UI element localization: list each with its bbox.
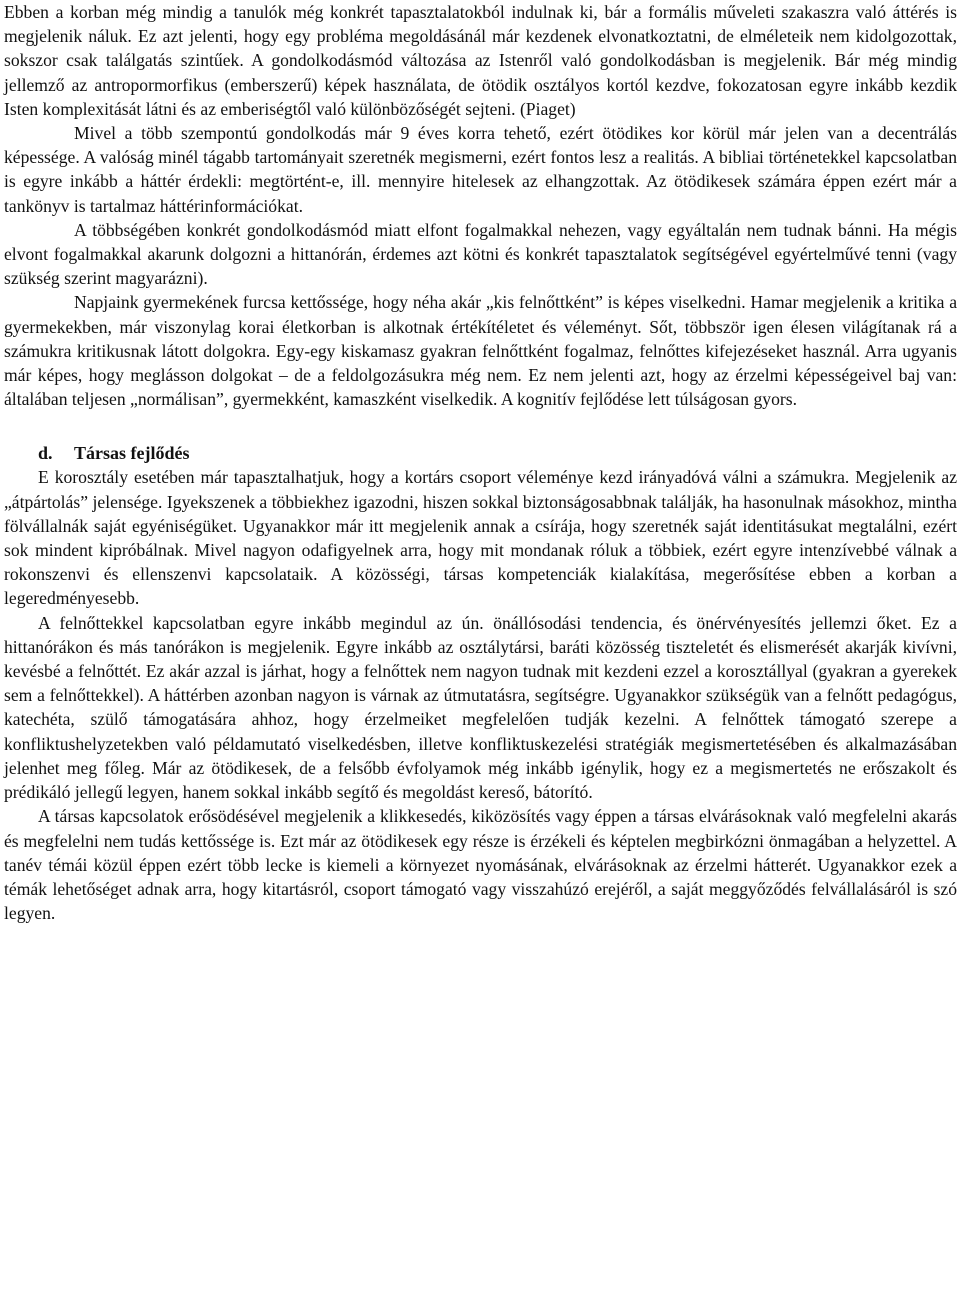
paragraph-duality: Napjaink gyermekének furcsa kettőssége, hogy néha akár „kis felnőttként” is képes viselkedni. Hamar megjelenik a kritika a gyermekekben, már viszonylag korai életkorban is alkotnak értékítéletet és véleményt. Sőt, többször igen élesen világítanak rá a számukra kritikusnak látott dolgokra. Egy-egy kiskamasz gyakran felnőttként fogalmaz, felnőttes kifejezéseket használ. Arra ugyanis már képes, hogy meglásson dolgokat – de a feldolgozásukra még nem. Ez nem jelenti azt, hogy az érzelmi képességeivel baj van: általában teljesen „normálisan”, gyermekként, kamaszként viselkedik. A kognitív fejlődése lett túlságosan gyors. <box>4 292 957 410</box>
paragraph-intro: Ebben a korban még mindig a tanulók még konkrét tapasztalatokból indulnak ki, bár a formális műveleti szakaszra való áttérés is megjelenik náluk. Ez azt jelenti, hogy egy probléma megoldásánál már kezdenek elvonatkoztatni, de elméleteik nem kidolgozottak, sokszor csak találgatás szintűek. A gondolkodásmód változása az Istenről való gondolkodásban is megjelenik. Bár még mindig jellemző az antropormorfikus (emberszerű) képek használata, de ötödik osztályos kortól kezdve, fokozatosan egyre inkább kezdik Isten komplexitását látni és az emberiségtől való különbözőségét sejteni. (Piaget) <box>4 2 957 119</box>
paragraph-cliques: A társas kapcsolatok erősödésével megjelenik a klikkesedés, kiközösítés vagy éppen a társas elvárásoknak való megfelelni akarás és megfelelni nem tudás kettőssége is. Ezt már az ötödikesek egy része is érzékeli és képtelen megbirkózni önmagában a helyzettel. A tanév témái közül éppen ezért több lecke is kiemeli a környezet nyomásának, elvárásoknak az érzelmi hátterét. Ugyanakkor ezek a témák lehetőséget adnak arra, hogy kitartásról, csoport támogató vagy visszahúzó erejéről, a saját meggyőződés felvállalásáról is szó legyen. <box>4 806 957 924</box>
paragraph-adults: A felnőttekkel kapcsolatban egyre inkább megindul az ún. önállósodási tendencia, és önérvényesítés jellemzi őket. Ez a hittanórákon és más tanórákon is megjelenik. Egyre inkább az osztálytársi, baráti közösség tiszteletét és elismerését akarják kivívni, kevésbé a felnőttét. Ez akár azzal is járhat, hogy a felnőttek nem nagyon tudnak mit kezdeni ezzel a korosztállyal (gyakran a gyerekek sem a felnőttekkel). A háttérben azonban nagyon is várnak az útmutatásra, segítségre. Ugyanakkor szükségük van a felnőtt pedagógus, katechéta, szülő támogatására ahhoz, hogy érzelmeiket megfelelően tudják kezelni. A felnőttek támogató szerepe a konfliktushelyzetekben való példamutató viselkedésben, illetve konfliktuskezelési stratégiák megismertetésében és alkalmazásában jelenhet meg főleg. Már az ötödikesek, de a felsőbb évfolyamok még inkább igénylik, hogy ez a megismertetés ne erőszakolt és prédikáló jellegű legyen, hanem sokkal inkább segítő és megoldást kereső, bátorító. <box>4 612 957 803</box>
document-page <box>4 0 957 925</box>
section-title: Társas fejlődés <box>74 443 190 464</box>
paragraph-abstract-concepts: A többségében konkrét gondolkodásmód miatt elfont fogalmakkal nehezen, vagy egyáltalán nem tudnak bánni. Ha mégis elvont fogalmakkal akarunk dolgozni a hittanórán, érdemes azt kötni és konkrét tapasztalatok segítségével egyértelművé tenni (vagy szükség szerint magyarázni). <box>4 219 957 289</box>
section-heading <box>4 441 957 465</box>
paragraph-decentralization: Mivel a több szempontú gondolkodás már 9 éves korra tehető, ezért ötödikes kor körül már jelen van a decentrálás képessége. A valóság minél tágabb tartományait szeretnék megismerni, ezért fontos lesz a realitás. A bibliai történetekkel kapcsolatban is egyre inkább a háttér érdekli: megtörtént-e, ill. mennyire hitelesek az elhangzottak. Az ötödikesek számára éppen ezért már a tankönyv is tartalmaz háttérinformációkat. <box>4 123 957 216</box>
paragraph-peer-group: E korosztály esetében már tapasztalhatjuk, hogy a kortárs csoport véleménye kezd irányadóvá válni a számukra. Megjelenik az „átpártolás” jelensége. Igyekszenek a többiekhez igazodni, hiszen sokkal biztonságosabbnak találják, ha hasonulnak másokhoz, mintha fölvállalnák saját egyéniségüket. Ugyanakkor már itt megjelenik annak a csírája, hogy szeretnék saját identitásukat megtalálni, ezért sok mindent kipróbálnak. Mivel nagyon odafigyelnek arra, hogy mit mondanak róluk a többiek, ezért egyre intenzívebbé válnak a rokonszenvi és ellenszenvi kapcsolataik. A közösségi, társas kompetenciák kialakítása, megerősítése ebben a korban a legeredményesebb. <box>4 467 957 609</box>
section-number: d. <box>38 443 53 464</box>
